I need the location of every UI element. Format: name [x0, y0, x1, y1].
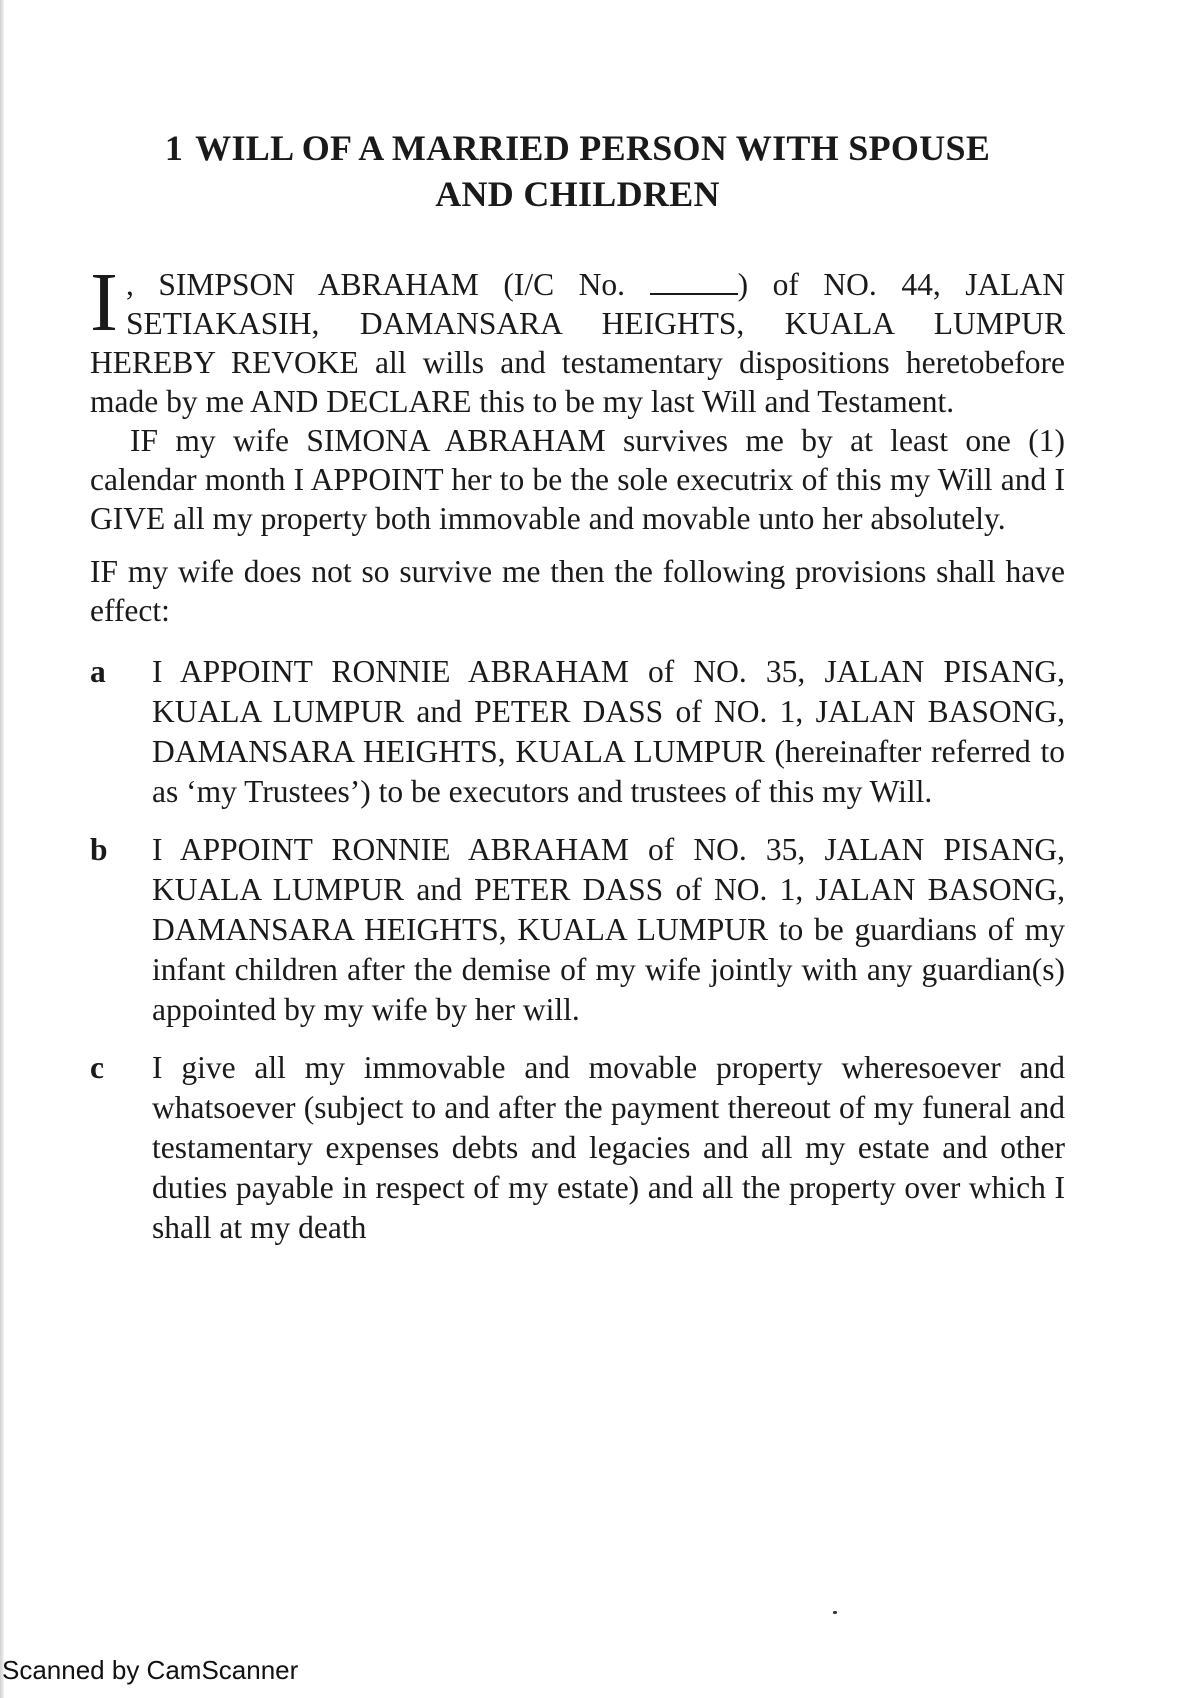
provision-letter: c [90, 1050, 104, 1085]
provision-text: I give all my immovable and movable property wheresoever and whatsoever (subject to and after the payment thereout of my funeral and testamentary expenses debts and legacies and all my estate and other duties payable in respect of my estate) and all the property over which I shall at my death [152, 1050, 1065, 1245]
title-line-2: AND CHILDREN [435, 174, 720, 214]
drop-cap: I [90, 256, 118, 349]
document-page [90, 125, 1065, 1266]
provision-item-a [90, 652, 1065, 812]
provision-text: I APPOINT RONNIE ABRAHAM of NO. 35, JALAN PISANG, KUALA LUMPUR and PETER DASS of NO. 1, JALAN BASONG, DAMANSARA HEIGHTS, KUALA LUMPUR to be guardians of my infant children after the demise of my wife jointly with any guardian(s) appointed by my wife by her will. [152, 832, 1065, 1027]
opening-text-start: , SIMPSON ABRAHAM (I/C No. [125, 267, 650, 302]
document-title [90, 125, 1065, 217]
spouse-survival-paragraph: IF my wife SIMONA ABRAHAM survives me by at least one (1) calendar month I APPOINT her to be the sole executrix of this my Will and I GIVE all my property both immovable and movable unto her absolutely. [90, 423, 1065, 536]
title-number: 1 [164, 128, 184, 168]
provision-letter: a [90, 654, 106, 689]
scan-speck [833, 1611, 837, 1614]
provisions-intro-paragraph: IF my wife does not so survive me then the following provisions shall have effect: [90, 554, 1065, 628]
provision-text: I APPOINT RONNIE ABRAHAM of NO. 35, JALAN PISANG, KUALA LUMPUR and PETER DASS of NO. 1, JALAN BASONG, DAMANSARA HEIGHTS, KUALA LUMPUR (hereinafter referred to as ‘my Trustees’) to be executors and trustees of this my Will. [152, 654, 1065, 809]
ic-number-blank [650, 271, 738, 295]
camscanner-watermark: Scanned by CamScanner [2, 1655, 299, 1685]
provision-letter: b [90, 832, 108, 867]
opening-text-end: ) of NO. 44, JALAN SETIAKASIH, DAMANSARA HEIGHTS, KUALA LUMPUR HEREBY REVOKE all wills and testamentary dispositions heretobefore made by me AND DECLARE this to be my last Will and Testament. [90, 267, 1065, 419]
provision-item-b [90, 830, 1065, 1030]
opening-paragraph [90, 256, 1065, 421]
provision-item-c [90, 1048, 1065, 1248]
title-line-1: WILL OF A MARRIED PERSON WITH SPOUSE [195, 128, 991, 168]
scan-edge-shadow [0, 0, 4, 1698]
